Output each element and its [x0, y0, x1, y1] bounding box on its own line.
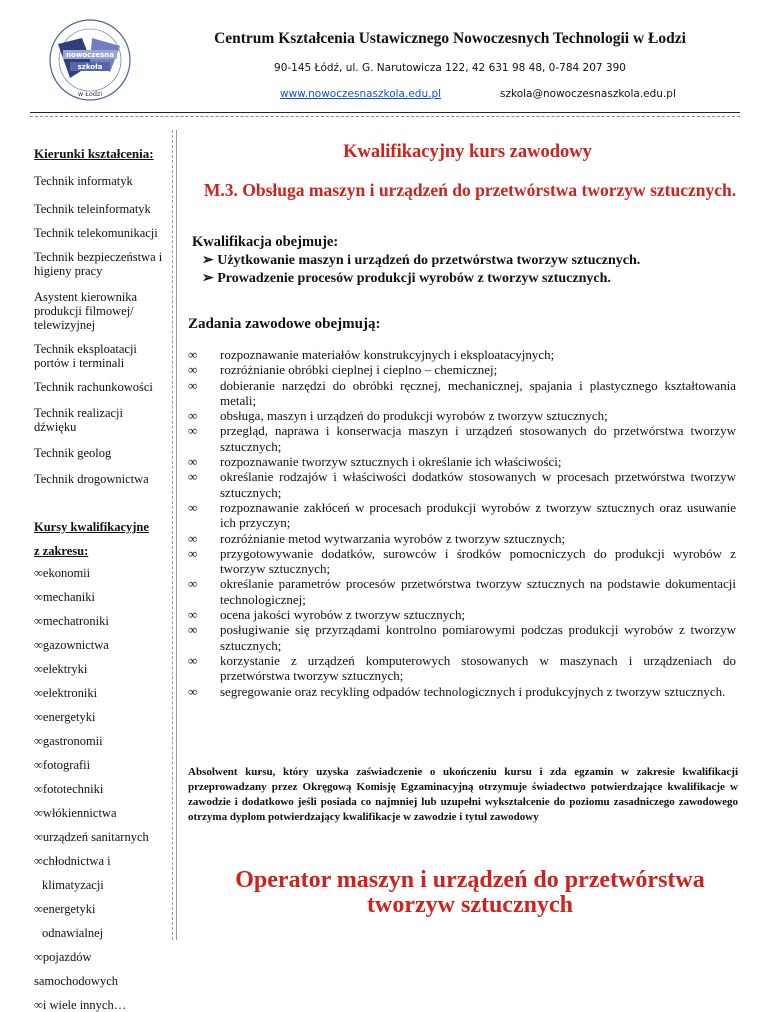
qualification-item: ➢ Użytkowanie maszyn i urządzeń do przetwórstwa tworzyw sztucznych. — [202, 253, 641, 268]
tasks-heading: Zadania zawodowe obejmują: — [188, 316, 381, 332]
list-item: ∞ rozpoznawanie tworzyw sztucznych i określanie ich właściwości; — [188, 454, 562, 470]
course-item-cont: odnawialnej — [42, 926, 104, 940]
qualification-heading: Kwalifikacja obejmuje: — [192, 234, 339, 250]
email-address: szkola@nowoczesnaszkola.edu.pl — [500, 88, 676, 100]
column-divider — [172, 130, 173, 940]
courses-heading-scope: z zakresu: — [34, 544, 89, 558]
infinity-bullet-icon: ∞ — [188, 652, 198, 668]
column-divider-solid — [176, 130, 177, 940]
infinity-bullet-icon: ∞ — [188, 423, 198, 439]
course-item: ∞włókiennictwa — [34, 806, 117, 820]
course-item: ∞fototechniki — [34, 782, 104, 796]
list-item: ∞ rozróżnianie obróbki cieplnej i cieplno – chemicznej; — [188, 362, 498, 378]
qualification-item: ➢ Prowadzenie procesów produkcji wyrobów z tworzyw sztucznych. — [202, 271, 611, 286]
arrow-bullet-icon: ➢ — [202, 253, 218, 268]
direction-item: Technik geolog — [34, 446, 112, 460]
course-title: Kwalifikacyjny kurs zawodowy — [343, 142, 592, 162]
list-item: ∞ rozpoznawanie materiałów konstrukcyjnych i eksploatacyjnych; — [188, 347, 555, 362]
infinity-bullet-icon: ∞ — [188, 454, 198, 470]
direction-item: Technik teleinformatyk — [34, 202, 151, 216]
list-item: ∞ dobieranie narzędzi do obróbki ręcznej, mechanicznej, spajania i plastycznego kształtowania metali; — [188, 377, 736, 408]
infinity-bullet-icon: ∞ — [188, 545, 198, 561]
list-item: ∞ przygotowywanie dodatków, surowców i środków pomocniczych do produkcji wyrobów z tworzyw sztucznych; — [188, 545, 736, 577]
direction-item: Technik eksploatacji portów i terminali — [34, 342, 137, 370]
infinity-bullet-icon: ∞ — [188, 362, 198, 378]
course-item: ∞chłodnictwa i — [34, 854, 111, 868]
logo-text-top: nowoczesna — [66, 51, 114, 59]
list-item: ∞ przegląd, naprawa i konserwacja maszyn i urządzeń stosowanych do przetwórstwa tworzyw sztucznych; — [188, 423, 736, 454]
header-rule — [30, 112, 740, 113]
school-logo — [30, 16, 150, 108]
course-item: ∞energetyki — [34, 902, 96, 916]
course-item: ∞i wiele innych… — [34, 998, 127, 1012]
direction-item: Technik telekomunikacji — [34, 226, 158, 240]
list-item: ∞ określanie parametrów procesów przetwórstwa tworzyw sztucznych na podstawie dokumentacji technologicznej; — [188, 576, 736, 607]
school-address: 90-145 Łódź, ul. G. Narutowicza 122, 42 631 98 48, 0-784 207 390 — [274, 62, 626, 74]
direction-item: Technik drogownictwa — [34, 472, 149, 486]
list-item: ∞ posługiwanie się przyrządami kontrolno pomiarowymi podczas produkcji wyrobów z tworzyw sztucznych; — [188, 622, 736, 653]
course-item: ∞gazownictwa — [34, 638, 109, 652]
course-item: ∞mechaniki — [34, 590, 95, 604]
course-item-cont: samochodowych — [34, 974, 119, 988]
course-item: ∞elektryki — [34, 662, 88, 676]
infinity-bullet-icon: ∞ — [188, 622, 198, 638]
course-item: ∞energetyki — [34, 710, 96, 724]
sidebar-heading: Kierunki kształcenia: — [34, 146, 154, 161]
list-item: ∞ korzystanie z urządzeń komputerowych stosowanych w maszynach i urządzeniach do przetwórstwa tworzyw sztucznych; — [188, 652, 736, 684]
course-item: ∞gastronomii — [34, 734, 103, 748]
school-name: Centrum Kształcenia Ustawicznego Nowoczesnych Technologii w Łodzi — [214, 30, 686, 47]
list-item: ∞ określanie rodzajów i właściwości dodatków stosowanych w procesach przetwórstwa tworzyw sztucznych; — [188, 469, 736, 500]
courses-heading: Kursy kwalifikacyjne — [34, 520, 149, 534]
infinity-bullet-icon: ∞ — [188, 530, 198, 546]
tasks-list — [188, 347, 736, 699]
list-item: ∞ segregowanie oraz recykling odpadów technologicznych i produkcyjnych z tworzyw sztucznych. — [188, 683, 726, 699]
direction-item: Asystent kierownika produkcji filmowej/ telewizyjnej — [34, 290, 138, 332]
header-rule-dashed — [30, 116, 740, 117]
direction-item: Technik bezpieczeństwa i higieny pracy — [34, 250, 163, 278]
course-subtitle: M.3. Obsługa maszyn i urządzeń do przetwórstwa tworzyw sztucznych. — [203, 180, 737, 200]
graduate-note: Absolwent kursu, który uzyska zaświadczenie o ukończeniu kursu i zda egzamin w zakresie kwalifikacji przeprowadzany przez Okręgową Komisję Egzaminacyjną otrzymuje świadectwo potwierdzające kwalifikacje w zawodzie i dodatkowo jeśli posiada co najmniej lub uzupełni wykształcenie do poziomu zasadniczego zawodowego otrzyma dyplom potwierdzający kwalifikacje w zawodzie i tytuł zawodowy — [188, 766, 738, 823]
list-item: ∞ rozpoznawanie zakłóceń w procesach produkcji wyrobów z tworzyw sztucznych oraz usuwanie ich przyczyn; — [188, 499, 736, 531]
course-item: ∞ekonomii — [34, 566, 91, 580]
infinity-bullet-icon: ∞ — [188, 607, 198, 623]
direction-item: Technik rachunkowości — [34, 380, 153, 394]
infinity-bullet-icon: ∞ — [188, 576, 198, 592]
infinity-bullet-icon: ∞ — [188, 377, 198, 393]
course-item: ∞fotografii — [34, 758, 91, 772]
course-item: ∞urządzeń sanitarnych — [34, 830, 149, 844]
infinity-bullet-icon: ∞ — [188, 499, 198, 515]
occupation-title: Operator maszyn i urządzeń do przetwórstwa tworzyw sztucznych — [235, 867, 705, 918]
infinity-bullet-icon: ∞ — [188, 347, 198, 362]
infinity-bullet-icon: ∞ — [188, 469, 198, 485]
logo-text-bottom: szkoła — [77, 63, 103, 71]
direction-item: Technik informatyk — [34, 174, 133, 188]
course-item: ∞elektroniki — [34, 686, 98, 700]
list-item: ∞ ocena jakości wyrobów z tworzyw sztucznych; — [188, 607, 466, 623]
course-item: ∞pojazdów — [34, 950, 92, 964]
website-link[interactable]: www.nowoczesnaszkola.edu.pl — [280, 88, 442, 100]
infinity-bullet-icon: ∞ — [188, 683, 198, 699]
arrow-bullet-icon: ➢ — [202, 271, 218, 286]
course-item: ∞mechatroniki — [34, 614, 109, 628]
infinity-bullet-icon: ∞ — [188, 408, 198, 424]
course-item-cont: klimatyzacji — [42, 878, 104, 892]
list-item: ∞ obsługa, maszyn i urządzeń do produkcji wyrobów z tworzyw sztucznych; — [188, 408, 608, 424]
logo-text-city: w Łodzi — [77, 90, 103, 98]
direction-item: Technik realizacji dźwięku — [34, 406, 124, 434]
list-item: ∞ rozróżnianie metod wytwarzania wyrobów z tworzyw sztucznych; — [188, 530, 566, 546]
